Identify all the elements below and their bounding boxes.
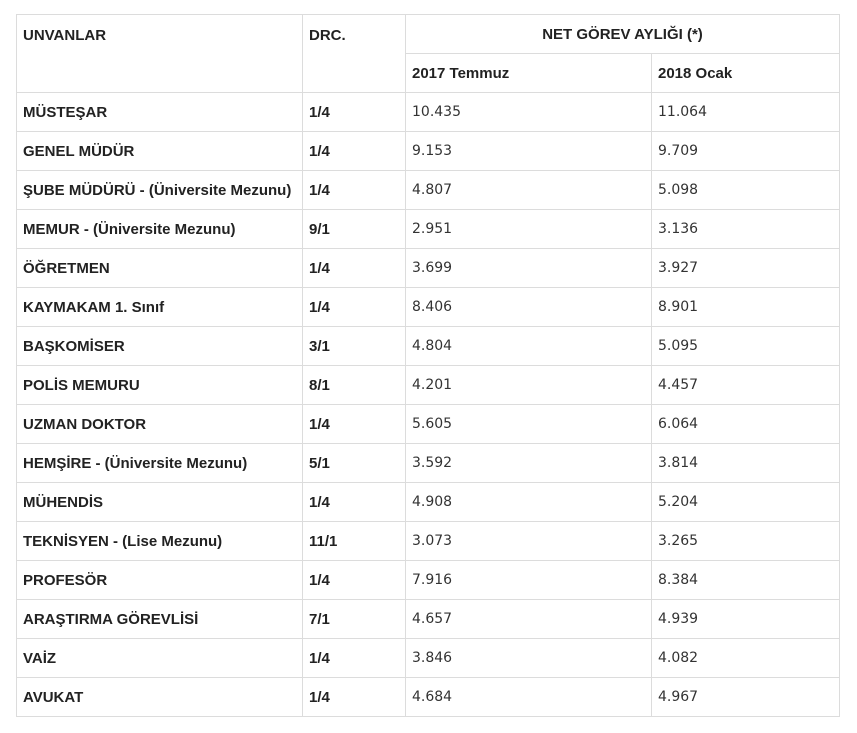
cell-salary-2018: 5.098 (652, 171, 840, 210)
header-row-top (17, 15, 840, 54)
cell-salary-2018: 9.709 (652, 132, 840, 171)
header-grade: DRC. (303, 15, 406, 93)
table-row (17, 678, 840, 717)
header-title: UNVANLAR (17, 15, 303, 93)
table-row (17, 405, 840, 444)
cell-salary-2017: 5.605 (406, 405, 652, 444)
cell-salary-2017: 4.908 (406, 483, 652, 522)
cell-title: ÖĞRETMEN (17, 249, 303, 288)
cell-salary-2018: 6.064 (652, 405, 840, 444)
cell-title: AVUKAT (17, 678, 303, 717)
cell-salary-2017: 7.916 (406, 561, 652, 600)
cell-salary-2018: 5.095 (652, 327, 840, 366)
cell-salary-2017: 3.846 (406, 639, 652, 678)
table-row (17, 93, 840, 132)
cell-title: ARAŞTIRMA GÖREVLİSİ (17, 600, 303, 639)
cell-title: POLİS MEMURU (17, 366, 303, 405)
cell-grade: 1/4 (303, 132, 406, 171)
cell-salary-2018: 4.082 (652, 639, 840, 678)
header-period-2017: 2017 Temmuz (406, 54, 652, 93)
cell-salary-2017: 4.807 (406, 171, 652, 210)
cell-title: TEKNİSYEN - (Lise Mezunu) (17, 522, 303, 561)
table-row (17, 483, 840, 522)
cell-salary-2018: 3.814 (652, 444, 840, 483)
cell-grade: 1/4 (303, 171, 406, 210)
header-period-2018: 2018 Ocak (652, 54, 840, 93)
table-row (17, 327, 840, 366)
cell-salary-2018: 3.927 (652, 249, 840, 288)
cell-salary-2017: 4.201 (406, 366, 652, 405)
cell-grade: 1/4 (303, 483, 406, 522)
cell-salary-2017: 3.699 (406, 249, 652, 288)
cell-grade: 11/1 (303, 522, 406, 561)
table-row (17, 366, 840, 405)
cell-salary-2017: 3.592 (406, 444, 652, 483)
header-salary-group: NET GÖREV AYLIĞI (*) (406, 15, 840, 54)
table-row (17, 522, 840, 561)
cell-title: HEMŞİRE - (Üniversite Mezunu) (17, 444, 303, 483)
table-row (17, 444, 840, 483)
table-row (17, 639, 840, 678)
cell-title: MÜHENDİS (17, 483, 303, 522)
cell-salary-2018: 3.136 (652, 210, 840, 249)
cell-grade: 1/4 (303, 561, 406, 600)
table-row (17, 132, 840, 171)
cell-salary-2017: 4.657 (406, 600, 652, 639)
cell-salary-2018: 4.457 (652, 366, 840, 405)
table-header (17, 15, 840, 93)
cell-grade: 9/1 (303, 210, 406, 249)
cell-grade: 1/4 (303, 639, 406, 678)
salary-table (16, 14, 840, 717)
table-row (17, 210, 840, 249)
table-row (17, 600, 840, 639)
cell-salary-2018: 3.265 (652, 522, 840, 561)
cell-grade: 8/1 (303, 366, 406, 405)
table-row (17, 171, 840, 210)
table-row (17, 561, 840, 600)
cell-salary-2017: 10.435 (406, 93, 652, 132)
cell-salary-2018: 11.064 (652, 93, 840, 132)
cell-salary-2017: 4.804 (406, 327, 652, 366)
cell-title: KAYMAKAM 1. Sınıf (17, 288, 303, 327)
table-row (17, 249, 840, 288)
cell-title: MEMUR - (Üniversite Mezunu) (17, 210, 303, 249)
cell-salary-2017: 3.073 (406, 522, 652, 561)
cell-title: MÜSTEŞAR (17, 93, 303, 132)
cell-title: ŞUBE MÜDÜRÜ - (Üniversite Mezunu) (17, 171, 303, 210)
cell-grade: 1/4 (303, 249, 406, 288)
cell-salary-2018: 4.939 (652, 600, 840, 639)
cell-salary-2017: 9.153 (406, 132, 652, 171)
cell-salary-2017: 8.406 (406, 288, 652, 327)
table-row (17, 288, 840, 327)
cell-salary-2017: 4.684 (406, 678, 652, 717)
cell-grade: 5/1 (303, 444, 406, 483)
cell-grade: 1/4 (303, 288, 406, 327)
cell-salary-2018: 8.901 (652, 288, 840, 327)
cell-title: PROFESÖR (17, 561, 303, 600)
cell-grade: 1/4 (303, 93, 406, 132)
cell-salary-2018: 5.204 (652, 483, 840, 522)
cell-title: UZMAN DOKTOR (17, 405, 303, 444)
salary-table-container (16, 14, 840, 717)
cell-salary-2018: 8.384 (652, 561, 840, 600)
cell-grade: 7/1 (303, 600, 406, 639)
cell-grade: 3/1 (303, 327, 406, 366)
cell-title: VAİZ (17, 639, 303, 678)
cell-title: BAŞKOMİSER (17, 327, 303, 366)
cell-salary-2018: 4.967 (652, 678, 840, 717)
cell-grade: 1/4 (303, 678, 406, 717)
cell-grade: 1/4 (303, 405, 406, 444)
cell-title: GENEL MÜDÜR (17, 132, 303, 171)
table-body (17, 93, 840, 717)
cell-salary-2017: 2.951 (406, 210, 652, 249)
